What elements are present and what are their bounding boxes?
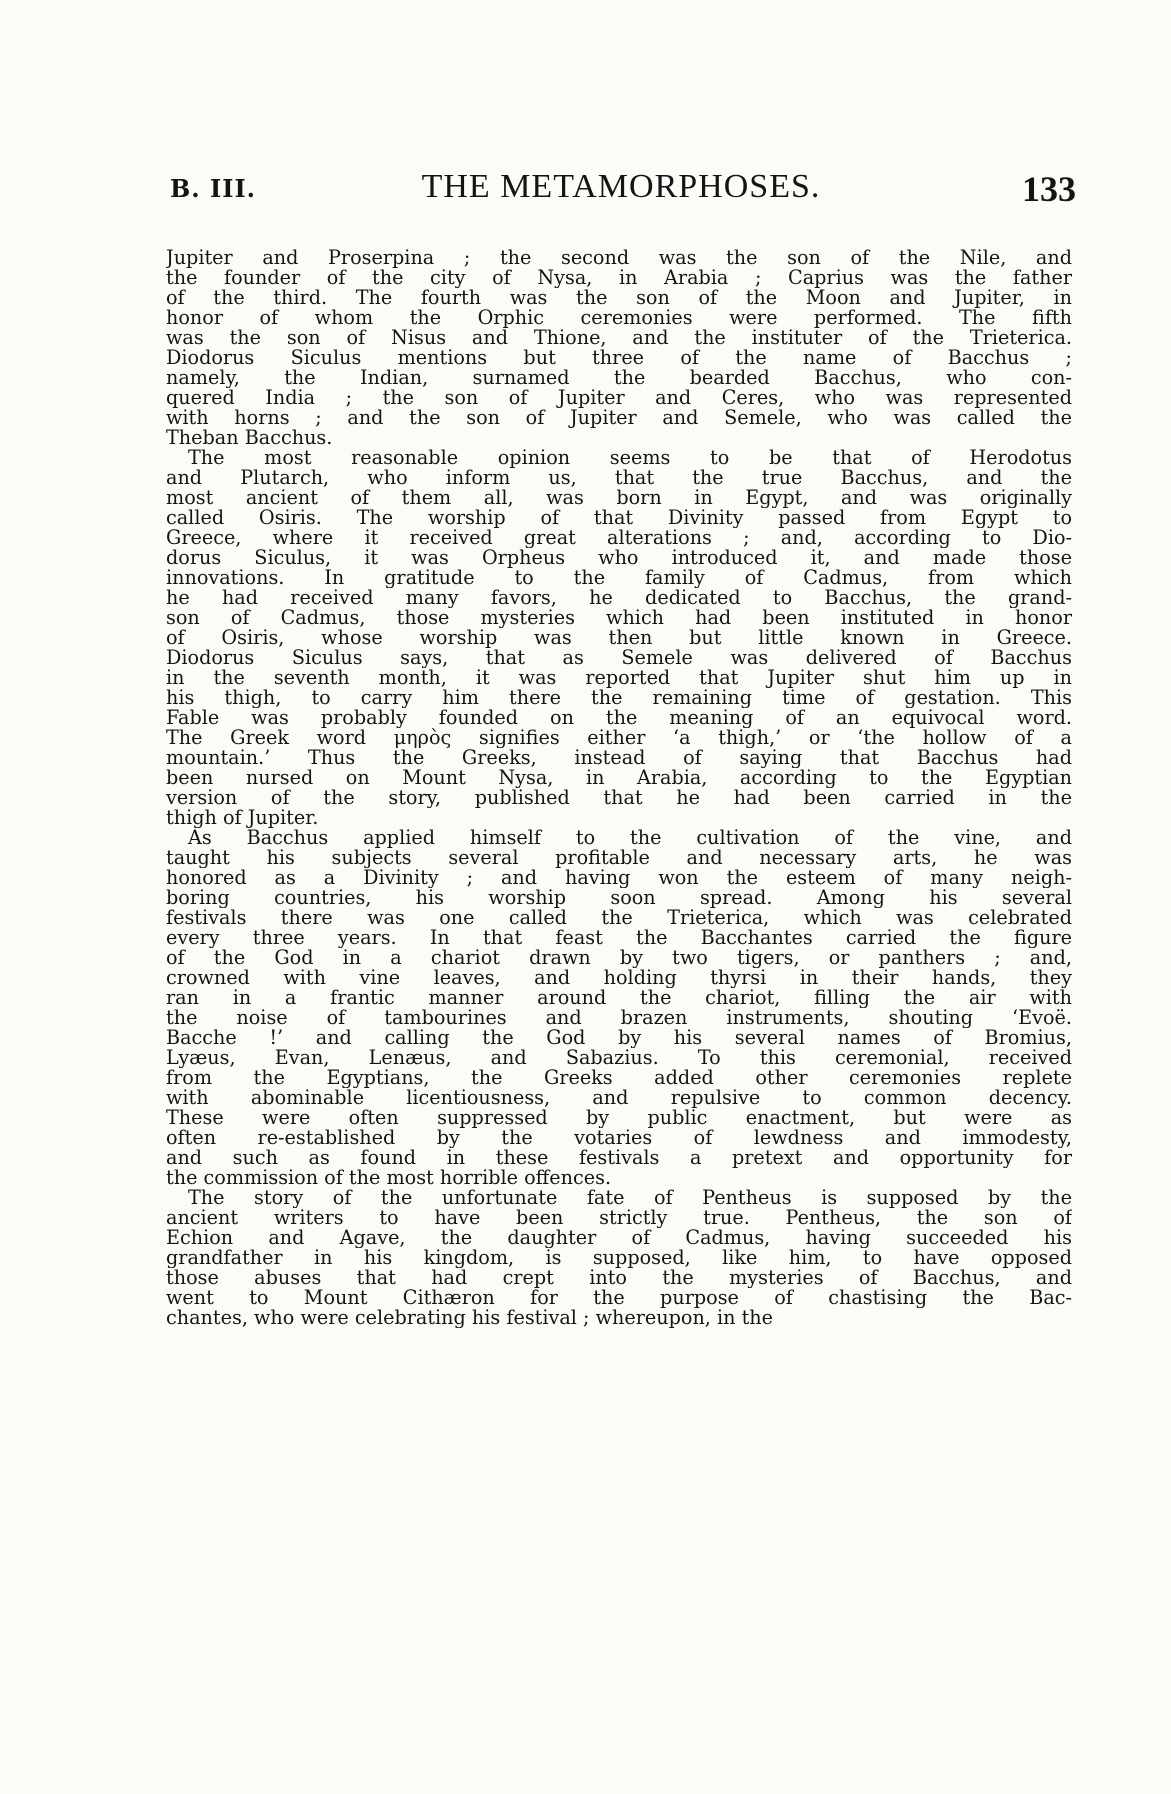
text-line: chantes, who were celebrating his festival ; whereupon, in the [166,1308,774,1328]
text-line: version of the story, published that he had been carried in the [166,788,1072,808]
text-line: went to Mount Cithæron for the purpose of chastising the Bac- [166,1288,1072,1308]
text-line: The story of the unfortunate fate of Pentheus is supposed by the [188,1188,1072,1208]
text-line: been nursed on Mount Nysa, in Arabia, according to the Egyptian [166,768,1072,788]
text-line: with horns ; and the son of Jupiter and Semele, who was called the [166,408,1072,428]
text-line: innovations. In gratitude to the family of Cadmus, from which [166,568,1072,588]
text-line: Echion and Agave, the daughter of Cadmus, having succeeded his [166,1228,1072,1248]
paragraph [166,448,1072,828]
text-line: Lyæus, Evan, Lenæus, and Sabazius. To this ceremonial, received [166,1048,1072,1068]
text-line: taught his subjects several profitable and necessary arts, he was [166,848,1072,868]
text-line: Fable was probably founded on the meaning of an equivocal word. [166,708,1072,728]
page-number: 133 [1022,169,1076,209]
text-line: quered India ; the son of Jupiter and Ceres, who was represented [166,388,1072,408]
text-line: The Greek word μηρὸς signifies either ‘a thigh,’ or ‘the hollow of a [166,728,1072,748]
text-line: of the third. The fourth was the son of the Moon and Jupiter, in [166,288,1072,308]
text-line: son of Cadmus, those mysteries which had been instituted in honor [166,608,1072,628]
text-line: mountain.’ Thus the Greeks, instead of saying that Bacchus had [166,748,1072,768]
text-line: the noise of tambourines and brazen instruments, shouting ‘Evoë. [166,1008,1072,1028]
paragraph [166,828,1072,1188]
text-line: thigh of Jupiter. [166,808,319,828]
text-line: of the God in a chariot drawn by two tigers, or panthers ; and, [166,948,1072,968]
text-line: in the seventh month, it was reported that Jupiter shut him up in [166,668,1072,688]
text-line: called Osiris. The worship of that Divinity passed from Egypt to [166,508,1072,528]
text-line: dorus Siculus, it was Orpheus who introduced it, and made those [166,548,1072,568]
text-line: These were often suppressed by public enactment, but were as [166,1108,1072,1128]
text-line: crowned with vine leaves, and holding thyrsi in their hands, they [166,968,1072,988]
text-line: Diodorus Siculus mentions but three of the name of Bacchus ; [166,348,1072,368]
text-line: boring countries, his worship soon spread. Among his several [166,888,1072,908]
text-line: Greece, where it received great alterations ; and, according to Dio- [166,528,1072,548]
book-section-label: B. III. [170,174,257,203]
text-line: The most reasonable opinion seems to be that of Herodotus [188,448,1072,468]
text-line: honor of whom the Orphic ceremonies were performed. The fifth [166,308,1072,328]
paragraph [166,248,1072,448]
text-line: Jupiter and Proserpina ; the second was the son of the Nile, and [166,248,1072,268]
text-line: was the son of Nisus and Thione, and the instituter of the Trieterica. [166,328,1072,348]
text-line: every three years. In that feast the Bacchantes carried the figure [166,928,1072,948]
text-line: Bacche !’ and calling the God by his several names of Bromius, [166,1028,1072,1048]
text-line: those abuses that had crept into the mysteries of Bacchus, and [166,1268,1072,1288]
text-line: his thigh, to carry him there the remaining time of gestation. This [166,688,1072,708]
paragraph [166,1188,1072,1328]
text-line: ancient writers to have been strictly true. Pentheus, the son of [166,1208,1072,1228]
text-line: honored as a Divinity ; and having won the esteem of many neigh- [166,868,1072,888]
text-line: namely, the Indian, surnamed the bearded Bacchus, who con- [166,368,1072,388]
text-line: of Osiris, whose worship was then but little known in Greece. [166,628,1072,648]
text-line: Diodorus Siculus says, that as Semele was delivered of Bacchus [166,648,1072,668]
text-line: the commission of the most horrible offences. [166,1168,612,1188]
text-line: ran in a frantic manner around the chariot, filling the air with [166,988,1072,1008]
text-line: the founder of the city of Nysa, in Arabia ; Caprius was the father [166,268,1072,288]
text-line: with abominable licentiousness, and repulsive to common decency. [166,1088,1072,1108]
text-line: and such as found in these festivals a pretext and opportunity for [166,1148,1072,1168]
text-line: often re-established by the votaries of lewdness and immodesty, [166,1128,1072,1148]
text-line: most ancient of them all, was born in Egypt, and was originally [166,488,1072,508]
running-header [166,168,1076,212]
body-text [166,248,1072,1328]
text-line: he had received many favors, he dedicated to Bacchus, the grand- [166,588,1072,608]
text-line: and Plutarch, who inform us, that the true Bacchus, and the [166,468,1072,488]
text-line: As Bacchus applied himself to the cultivation of the vine, and [188,828,1072,848]
text-line: from the Egyptians, the Greeks added other ceremonies replete [166,1068,1072,1088]
text-line: grandfather in his kingdom, is supposed, like him, to have opposed [166,1248,1072,1268]
text-line: festivals there was one called the Trieterica, which was celebrated [166,908,1072,928]
text-line: Theban Bacchus. [166,428,333,448]
running-title: THE METAMORPHOSES. [421,168,821,205]
